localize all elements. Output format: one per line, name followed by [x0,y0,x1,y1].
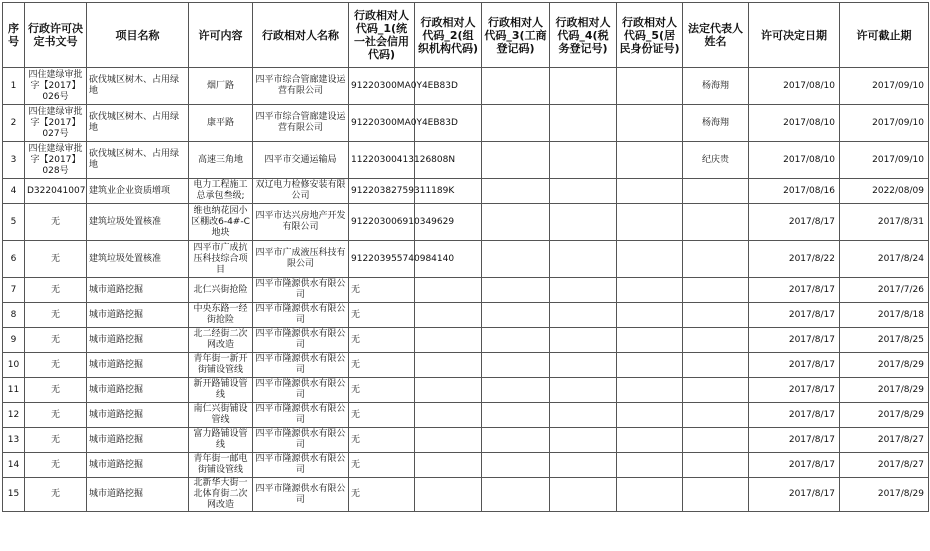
cell-end-date: 2017/8/27 [840,428,929,453]
cell-code4 [550,403,617,428]
cell-content: 北二经街二次网改造 [189,328,253,353]
cell-code1: 91220300MA0Y4EB83D [349,105,415,142]
cell-code5 [617,179,683,204]
cell-doc-number: 四住建绿审批字【2017】027号 [25,105,87,142]
cell-doc-number: 无 [25,278,87,303]
cell-representative [683,303,749,328]
cell-end-date: 2017/8/29 [840,478,929,512]
permit-table [2,2,929,512]
cell-start-date: 2017/8/17 [749,204,840,241]
cell-code1: 912203955740984140 [349,241,415,278]
cell-doc-number: 无 [25,453,87,478]
table-row [3,303,929,328]
cell-code2 [415,403,482,428]
cell-representative [683,453,749,478]
cell-representative: 杨海翔 [683,68,749,105]
cell-code3 [482,303,550,328]
cell-code4 [550,478,617,512]
cell-project: 城市道路挖掘 [87,328,189,353]
cell-content: 烟厂路 [189,68,253,105]
cell-doc-number: 无 [25,204,87,241]
header-end: 许可截止期 [840,3,929,68]
cell-code1: 无 [349,328,415,353]
cell-party: 四平市综合管廊建设运营有限公司 [253,105,349,142]
cell-project: 城市道路挖掘 [87,353,189,378]
header-no: 序号 [3,3,25,68]
cell-code3 [482,241,550,278]
cell-doc-number: 无 [25,353,87,378]
cell-code3 [482,278,550,303]
cell-doc-number: 无 [25,303,87,328]
cell-end-date: 2017/8/29 [840,378,929,403]
cell-start-date: 2017/8/17 [749,403,840,428]
table-row [3,328,929,353]
table-row [3,478,929,512]
cell-party: 双辽电力检修安装有限公司 [253,179,349,204]
cell-end-date: 2017/7/26 [840,278,929,303]
cell-code3 [482,453,550,478]
cell-code4 [550,204,617,241]
cell-doc-number: 无 [25,328,87,353]
cell-start-date: 2017/8/17 [749,303,840,328]
cell-code4 [550,353,617,378]
cell-party: 四平市隆源供水有限公司 [253,453,349,478]
cell-code2 [415,378,482,403]
cell-project: 砍伐城区树木、占用绿地 [87,105,189,142]
cell-project: 城市道路挖掘 [87,428,189,453]
cell-code3 [482,478,550,512]
cell-content: 四平市广成抗压科技综合项目 [189,241,253,278]
cell-start-date: 2017/8/22 [749,241,840,278]
cell-code2 [415,353,482,378]
cell-code4 [550,179,617,204]
cell-doc-number: D322041007 [25,179,87,204]
cell-code1: 无 [349,378,415,403]
cell-no: 8 [3,303,25,328]
cell-start-date: 2017/08/16 [749,179,840,204]
cell-doc-number: 无 [25,403,87,428]
cell-code5 [617,278,683,303]
cell-content: 北新华大街一北体育街二次网改造 [189,478,253,512]
cell-party: 四平市隆源供水有限公司 [253,478,349,512]
table-row [3,453,929,478]
cell-party: 四平市综合管廊建设运营有限公司 [253,68,349,105]
cell-start-date: 2017/8/17 [749,453,840,478]
header-row [3,3,929,68]
header-rep: 法定代表人姓名 [683,3,749,68]
cell-no: 3 [3,142,25,179]
cell-end-date: 2017/8/29 [840,403,929,428]
cell-start-date: 2017/08/10 [749,68,840,105]
table-row [3,353,929,378]
cell-code4 [550,328,617,353]
cell-party: 四平市隆源供水有限公司 [253,378,349,403]
cell-end-date: 2017/8/25 [840,328,929,353]
cell-no: 7 [3,278,25,303]
cell-start-date: 2017/8/17 [749,428,840,453]
cell-no: 1 [3,68,25,105]
cell-code3 [482,403,550,428]
cell-code2 [415,453,482,478]
cell-code5 [617,328,683,353]
cell-party: 四平市隆源供水有限公司 [253,328,349,353]
cell-content: 康平路 [189,105,253,142]
cell-end-date: 2022/08/09 [840,179,929,204]
cell-code1: 91220382759311189K [349,179,415,204]
header-code4: 行政相对人代码_4(税务登记号) [550,3,617,68]
cell-end-date: 2017/8/27 [840,453,929,478]
cell-content: 维也纳花园小区棚改6-4#-C地块 [189,204,253,241]
cell-content: 新开路铺设管线 [189,378,253,403]
cell-code5 [617,142,683,179]
cell-no: 10 [3,353,25,378]
header-doc: 行政许可决定书文号 [25,3,87,68]
cell-project: 砍伐城区树木、占用绿地 [87,68,189,105]
cell-code4 [550,428,617,453]
cell-no: 2 [3,105,25,142]
header-party: 行政相对人名称 [253,3,349,68]
cell-project: 建筑业企业资质增项 [87,179,189,204]
cell-project: 建筑垃圾处置核准 [87,241,189,278]
cell-code1: 无 [349,453,415,478]
cell-content: 中央东路一经街抢险 [189,303,253,328]
cell-code5 [617,105,683,142]
cell-code3 [482,428,550,453]
cell-code1: 无 [349,303,415,328]
cell-doc-number: 四住建绿审批字【2017】028号 [25,142,87,179]
cell-content: 南仁兴街铺设管线 [189,403,253,428]
cell-no: 11 [3,378,25,403]
cell-representative [683,478,749,512]
cell-code3 [482,378,550,403]
cell-no: 14 [3,453,25,478]
cell-code5 [617,303,683,328]
table-row [3,179,929,204]
cell-code4 [550,278,617,303]
header-code1: 行政相对人代码_1(统一社会信用代码) [349,3,415,68]
cell-code5 [617,478,683,512]
cell-content: 电力工程施工总承包叁级; [189,179,253,204]
cell-representative [683,403,749,428]
cell-code4 [550,453,617,478]
cell-party: 四平市广成液压科技有限公司 [253,241,349,278]
cell-project: 城市道路挖掘 [87,303,189,328]
cell-representative: 纪庆贵 [683,142,749,179]
cell-project: 城市道路挖掘 [87,453,189,478]
cell-code3 [482,353,550,378]
cell-code4 [550,105,617,142]
cell-representative [683,428,749,453]
cell-code5 [617,453,683,478]
cell-code3 [482,68,550,105]
cell-code2 [415,303,482,328]
cell-representative [683,378,749,403]
table-body [3,68,929,512]
cell-no: 9 [3,328,25,353]
cell-no: 13 [3,428,25,453]
cell-end-date: 2017/8/29 [840,353,929,378]
cell-code5 [617,68,683,105]
header-code2: 行政相对人代码_2(组织机构代码) [415,3,482,68]
cell-code3 [482,328,550,353]
cell-representative [683,204,749,241]
cell-code5 [617,428,683,453]
cell-project: 城市道路挖掘 [87,478,189,512]
cell-representative [683,179,749,204]
table-row [3,142,929,179]
cell-party: 四平市隆源供水有限公司 [253,303,349,328]
cell-representative [683,353,749,378]
cell-start-date: 2017/8/17 [749,328,840,353]
cell-code5 [617,353,683,378]
cell-party: 四平市隆源供水有限公司 [253,278,349,303]
cell-code3 [482,105,550,142]
cell-party: 四平市隆源供水有限公司 [253,428,349,453]
cell-code5 [617,204,683,241]
cell-code2 [415,278,482,303]
cell-code4 [550,142,617,179]
cell-project: 城市道路挖掘 [87,278,189,303]
cell-code2 [415,328,482,353]
cell-no: 15 [3,478,25,512]
cell-code1: 无 [349,403,415,428]
cell-code1: 无 [349,353,415,378]
cell-code2 [415,428,482,453]
cell-party: 四平市达兴房地产开发有限公司 [253,204,349,241]
cell-start-date: 2017/08/10 [749,105,840,142]
cell-content: 青年街一新开街铺设管线 [189,353,253,378]
cell-code4 [550,378,617,403]
cell-end-date: 2017/09/10 [840,68,929,105]
cell-start-date: 2017/8/17 [749,478,840,512]
header-code5: 行政相对人代码_5(居民身份证号) [617,3,683,68]
cell-doc-number: 无 [25,428,87,453]
cell-code4 [550,303,617,328]
cell-end-date: 2017/8/31 [840,204,929,241]
cell-code4 [550,241,617,278]
cell-project: 城市道路挖掘 [87,378,189,403]
header-content: 许可内容 [189,3,253,68]
cell-party: 四平市隆源供水有限公司 [253,353,349,378]
cell-content: 青年街一邮电街铺设管线 [189,453,253,478]
table-row [3,241,929,278]
cell-doc-number: 四住建绿审批字【2017】026号 [25,68,87,105]
cell-content: 高速三角地 [189,142,253,179]
cell-representative [683,328,749,353]
cell-no: 12 [3,403,25,428]
cell-start-date: 2017/08/10 [749,142,840,179]
cell-doc-number: 无 [25,241,87,278]
table-row [3,68,929,105]
cell-code1: 912203006910349629 [349,204,415,241]
cell-code1: 11220300413126808N [349,142,415,179]
cell-code2 [415,478,482,512]
cell-content: 北仁兴街抢险 [189,278,253,303]
cell-end-date: 2017/8/24 [840,241,929,278]
table-row [3,428,929,453]
table-row [3,378,929,403]
cell-code5 [617,403,683,428]
cell-start-date: 2017/8/17 [749,353,840,378]
table-row [3,403,929,428]
cell-project: 建筑垃圾处置核准 [87,204,189,241]
cell-code1: 无 [349,278,415,303]
header-code3: 行政相对人代码_3(工商登记码) [482,3,550,68]
cell-party: 四平市隆源供水有限公司 [253,403,349,428]
cell-representative: 杨海翔 [683,105,749,142]
header-project: 项目名称 [87,3,189,68]
cell-start-date: 2017/8/17 [749,378,840,403]
cell-no: 6 [3,241,25,278]
cell-project: 砍伐城区树木、占用绿地 [87,142,189,179]
cell-code5 [617,378,683,403]
cell-end-date: 2017/09/10 [840,105,929,142]
cell-start-date: 2017/8/17 [749,278,840,303]
cell-no: 4 [3,179,25,204]
table-row [3,105,929,142]
cell-code3 [482,204,550,241]
cell-party: 四平市交通运输局 [253,142,349,179]
cell-representative [683,241,749,278]
cell-end-date: 2017/09/10 [840,142,929,179]
cell-no: 5 [3,204,25,241]
cell-code4 [550,68,617,105]
cell-code3 [482,179,550,204]
cell-project: 城市道路挖掘 [87,403,189,428]
cell-code5 [617,241,683,278]
table-row [3,204,929,241]
cell-doc-number: 无 [25,478,87,512]
cell-content: 富力路铺设管线 [189,428,253,453]
cell-code3 [482,142,550,179]
cell-end-date: 2017/8/18 [840,303,929,328]
cell-doc-number: 无 [25,378,87,403]
header-start: 许可决定日期 [749,3,840,68]
cell-code1: 91220300MA0Y4EB83D [349,68,415,105]
cell-code1: 无 [349,428,415,453]
cell-code1: 无 [349,478,415,512]
table-row [3,278,929,303]
cell-representative [683,278,749,303]
